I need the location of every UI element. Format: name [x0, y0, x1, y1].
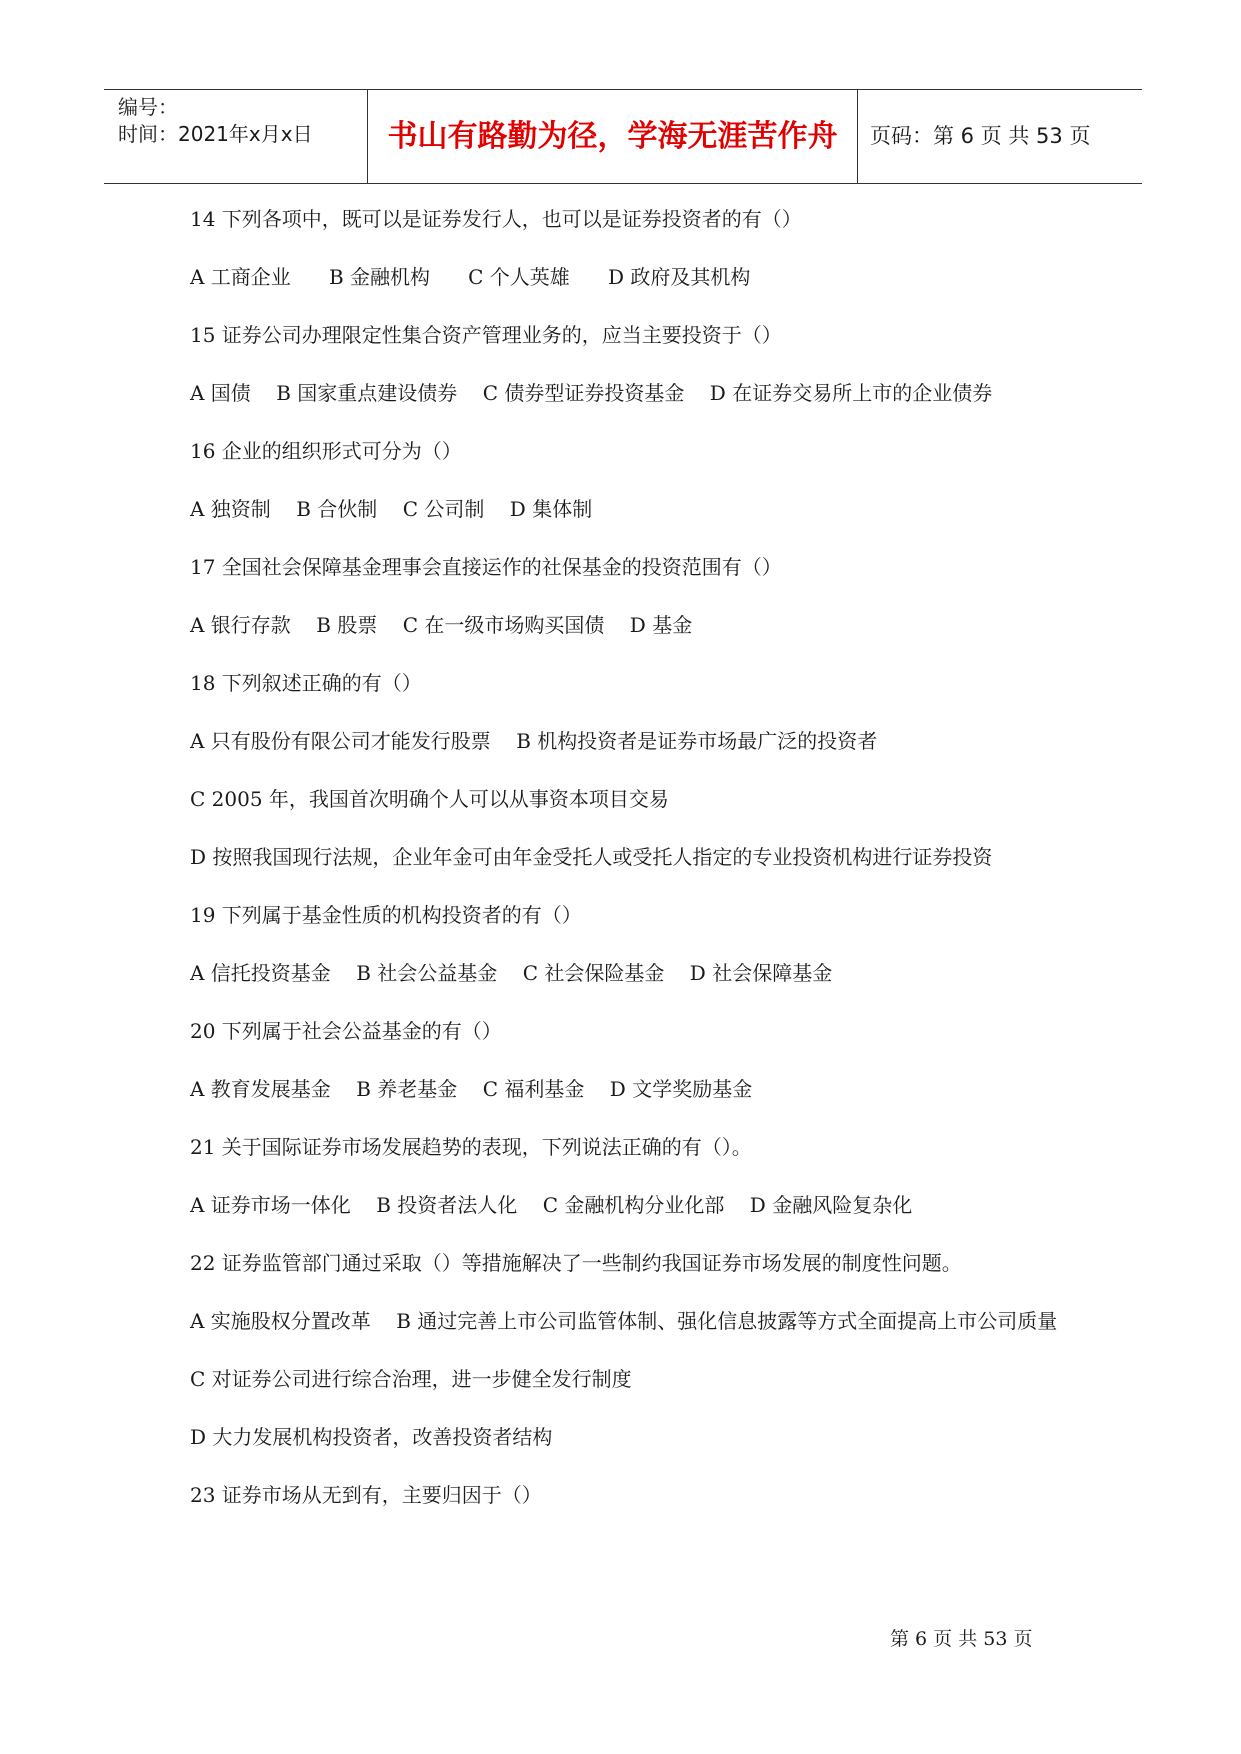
question-23: 23 证券市场从无到有，主要归因于（） [190, 1483, 542, 1507]
document-body [190, 205, 1070, 1510]
option-18-ab: A 只有股份有限公司才能发行股票 B 机构投资者是证券市场最广泛的投资者 [190, 729, 878, 753]
header-motto: 书山有路勤为径，学海无涯苦作舟 [368, 90, 858, 183]
options-16: A 独资制 B 合伙制 C 公司制 D 集体制 [190, 497, 593, 521]
question-14: 14 下列各项中，既可以是证券发行人，也可以是证券投资者的有（） [190, 207, 802, 231]
options-15: A 国债 B 国家重点建设债券 C 债券型证券投资基金 D 在证券交易所上市的企业债券 [190, 381, 993, 405]
options-21: A 证券市场一体化 B 投资者法人化 C 金融机构分业化部 D 金融风险复杂化 [190, 1193, 913, 1217]
page-footer: 第 6 页 共 53 页 [890, 1628, 1033, 1650]
header-page-code: 页码：第 6 页 共 53 页 [870, 124, 1091, 148]
options-19: A 信托投资基金 B 社会公益基金 C 社会保险基金 D 社会保障基金 [190, 961, 833, 985]
options-20: A 教育发展基金 B 养老基金 C 福利基金 D 文学奖励基金 [190, 1077, 753, 1101]
question-18: 18 下列叙述正确的有（） [190, 671, 422, 695]
question-16: 16 企业的组织形式可分为（） [190, 439, 462, 463]
question-22: 22 证券监管部门通过采取（）等措施解决了一些制约我国证券市场发展的制度性问题。 [190, 1251, 962, 1275]
page-header [104, 89, 1142, 184]
document-number-label: 编号： [118, 95, 178, 119]
options-14: A 工商企业 B 金融机构 C 个人英雄 D 政府及其机构 [190, 265, 751, 289]
option-22-c: C 对证券公司进行综合治理，进一步健全发行制度 [190, 1367, 632, 1391]
question-20: 20 下列属于社会公益基金的有（） [190, 1019, 502, 1043]
options-17: A 银行存款 B 股票 C 在一级市场购买国债 D 基金 [190, 613, 693, 637]
question-21: 21 关于国际证券市场发展趋势的表现，下列说法正确的有（）。 [190, 1135, 752, 1159]
header-left-cell [104, 90, 368, 183]
option-18-c: C 2005 年，我国首次明确个人可以从事资本项目交易 [190, 787, 669, 811]
option-22-d: D 大力发展机构投资者，改善投资者结构 [190, 1425, 553, 1449]
option-18-d: D 按照我国现行法规，企业年金可由年金受托人或受托人指定的专业投资机构进行证券投资 [190, 845, 993, 869]
document-time-label: 时间：2021年x月x日 [118, 122, 313, 146]
question-17: 17 全国社会保障基金理事会直接运作的社保基金的投资范围有（） [190, 555, 782, 579]
option-22-ab: A 实施股权分置改革 B 通过完善上市公司监管体制、强化信息披露等方式全面提高上市公司质量 [190, 1309, 1058, 1333]
question-19: 19 下列属于基金性质的机构投资者的有（） [190, 903, 582, 927]
question-15: 15 证券公司办理限定性集合资产管理业务的，应当主要投资于（） [190, 323, 782, 347]
